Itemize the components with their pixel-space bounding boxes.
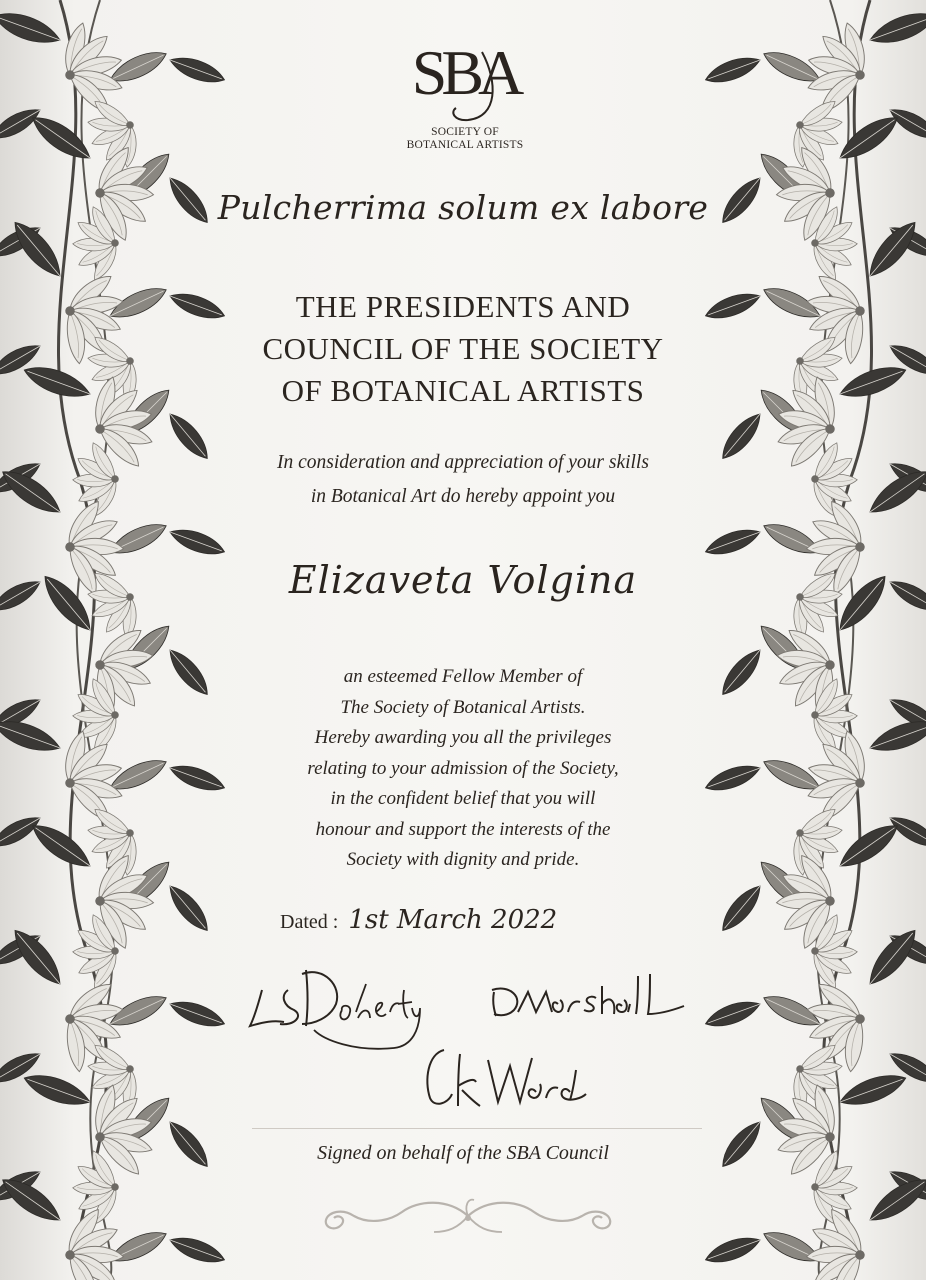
left-floral-border [0, 0, 230, 1280]
signature-marshall [488, 968, 708, 1028]
logo-line-1: SOCIETY OF [431, 126, 499, 138]
certificate-heading [200, 286, 726, 412]
decorative-flourish [298, 1188, 638, 1238]
svg-text:SBA: SBA [411, 37, 519, 108]
right-floral-border [700, 0, 926, 1280]
blossom [53, 1202, 130, 1280]
date-line [280, 905, 557, 935]
motto: Pulcherrima solum ex labore [217, 188, 709, 227]
body-line-6: honour and support the interests of the [315, 818, 611, 840]
heading-line-2: COUNCIL OF THE SOCIETY [262, 331, 664, 366]
body-line-5: in the confident belief that you will [330, 788, 596, 809]
leaf [20, 360, 93, 405]
heading-line-3: OF BOTANICAL ARTISTS [281, 373, 645, 408]
heading-line-1: THE PRESIDENTS AND [295, 289, 631, 324]
signature-divider [252, 1128, 702, 1129]
signed-on-behalf: Signed on behalf of the SBA Council [317, 1142, 609, 1164]
leaf [886, 574, 926, 617]
leaf [26, 109, 96, 167]
signature-ward [418, 1040, 588, 1112]
date-value: 1st March 2022 [348, 905, 558, 935]
blossom [800, 1202, 877, 1280]
leaf [26, 817, 96, 875]
body-line-1: an esteemed Fellow Member of [343, 666, 583, 687]
sba-logo [370, 22, 560, 167]
certificate-content [200, 0, 726, 1280]
body-line-2: The Society of Botanical Artists. [340, 696, 586, 718]
intro-line-2: in Botanical Art do hereby appoint you [310, 486, 616, 507]
body-line-4: relating to your admission of the Society, [307, 757, 619, 779]
intro-line-1: In consideration and appreciation of your skills [277, 452, 649, 473]
leaf [836, 1068, 909, 1113]
appointment-text [200, 662, 726, 876]
leaf [834, 817, 904, 875]
body-line-7: Society with dignity and pride. [346, 849, 580, 870]
logo-line-2: BOTANICAL ARTISTS [406, 139, 524, 151]
leaf [836, 360, 909, 405]
recipient-name: Elizaveta Volgina [288, 558, 638, 602]
leaf [0, 574, 44, 617]
body-line-3: Hereby awarding you all the privileges [314, 727, 612, 748]
signature-doherty [244, 960, 424, 1055]
date-label: Dated : [280, 911, 339, 933]
intro-text [200, 446, 726, 514]
leaf [0, 6, 64, 51]
leaf [834, 109, 904, 167]
leaf [866, 6, 926, 51]
leaf [20, 1068, 93, 1113]
sba-monogram [370, 22, 560, 122]
